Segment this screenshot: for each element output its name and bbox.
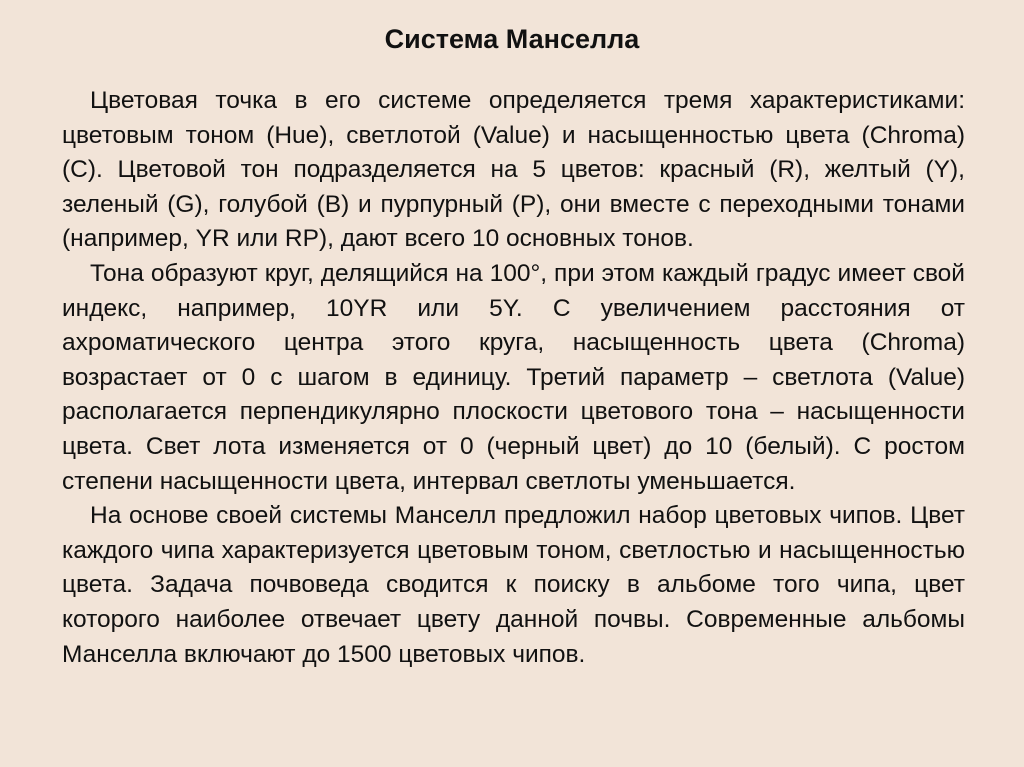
paragraph-2: Тона образуют круг, делящийся на 100°, при этом каждый градус имеет свой индекс, например, 10YR или 5Y. С увеличением расстояния от ахроматического центра этого круга, насыщенность цвета (Chroma) возрастает от 0 с шагом в единицу. Третий параметр – светлота (Value) располагается перпендикулярно плоскости цветового тона – насыщенности цвета. Свет лота изменяется от 0 (черный цвет) до 10 (белый). С ростом степени насыщенности цвета, интервал светлоты уменьшается.: [62, 259, 965, 495]
slide-body: [62, 84, 965, 672]
slide-title: Система Манселла: [384, 24, 640, 54]
paragraph-1: Цветовая точка в его системе определяется тремя характеристиками: цветовым тоном (Hue), светлотой (Value) и насыщенностью цвета (Chroma) (C). Цветовой тон подразделяется на 5 цветов: красный (R), желтый (Y), зеленый (G), голубой (B) и пурпурный (P), они вместе с переходными тонами (например, YR или RP), дают всего 10 основных тонов.: [62, 87, 965, 253]
paragraph-3: На основе своей системы Манселл предложил набор цветовых чипов. Цвет каждого чипа характеризуется цветовым тоном, светлостью и насыщенностью цвета. Задача почвоведа сводится к поиску в альбоме того чипа, цвет которого наиболее отвечает цвету данной почвы. Современные альбомы Манселла включают до 1500 цветовых чипов.: [62, 502, 965, 668]
